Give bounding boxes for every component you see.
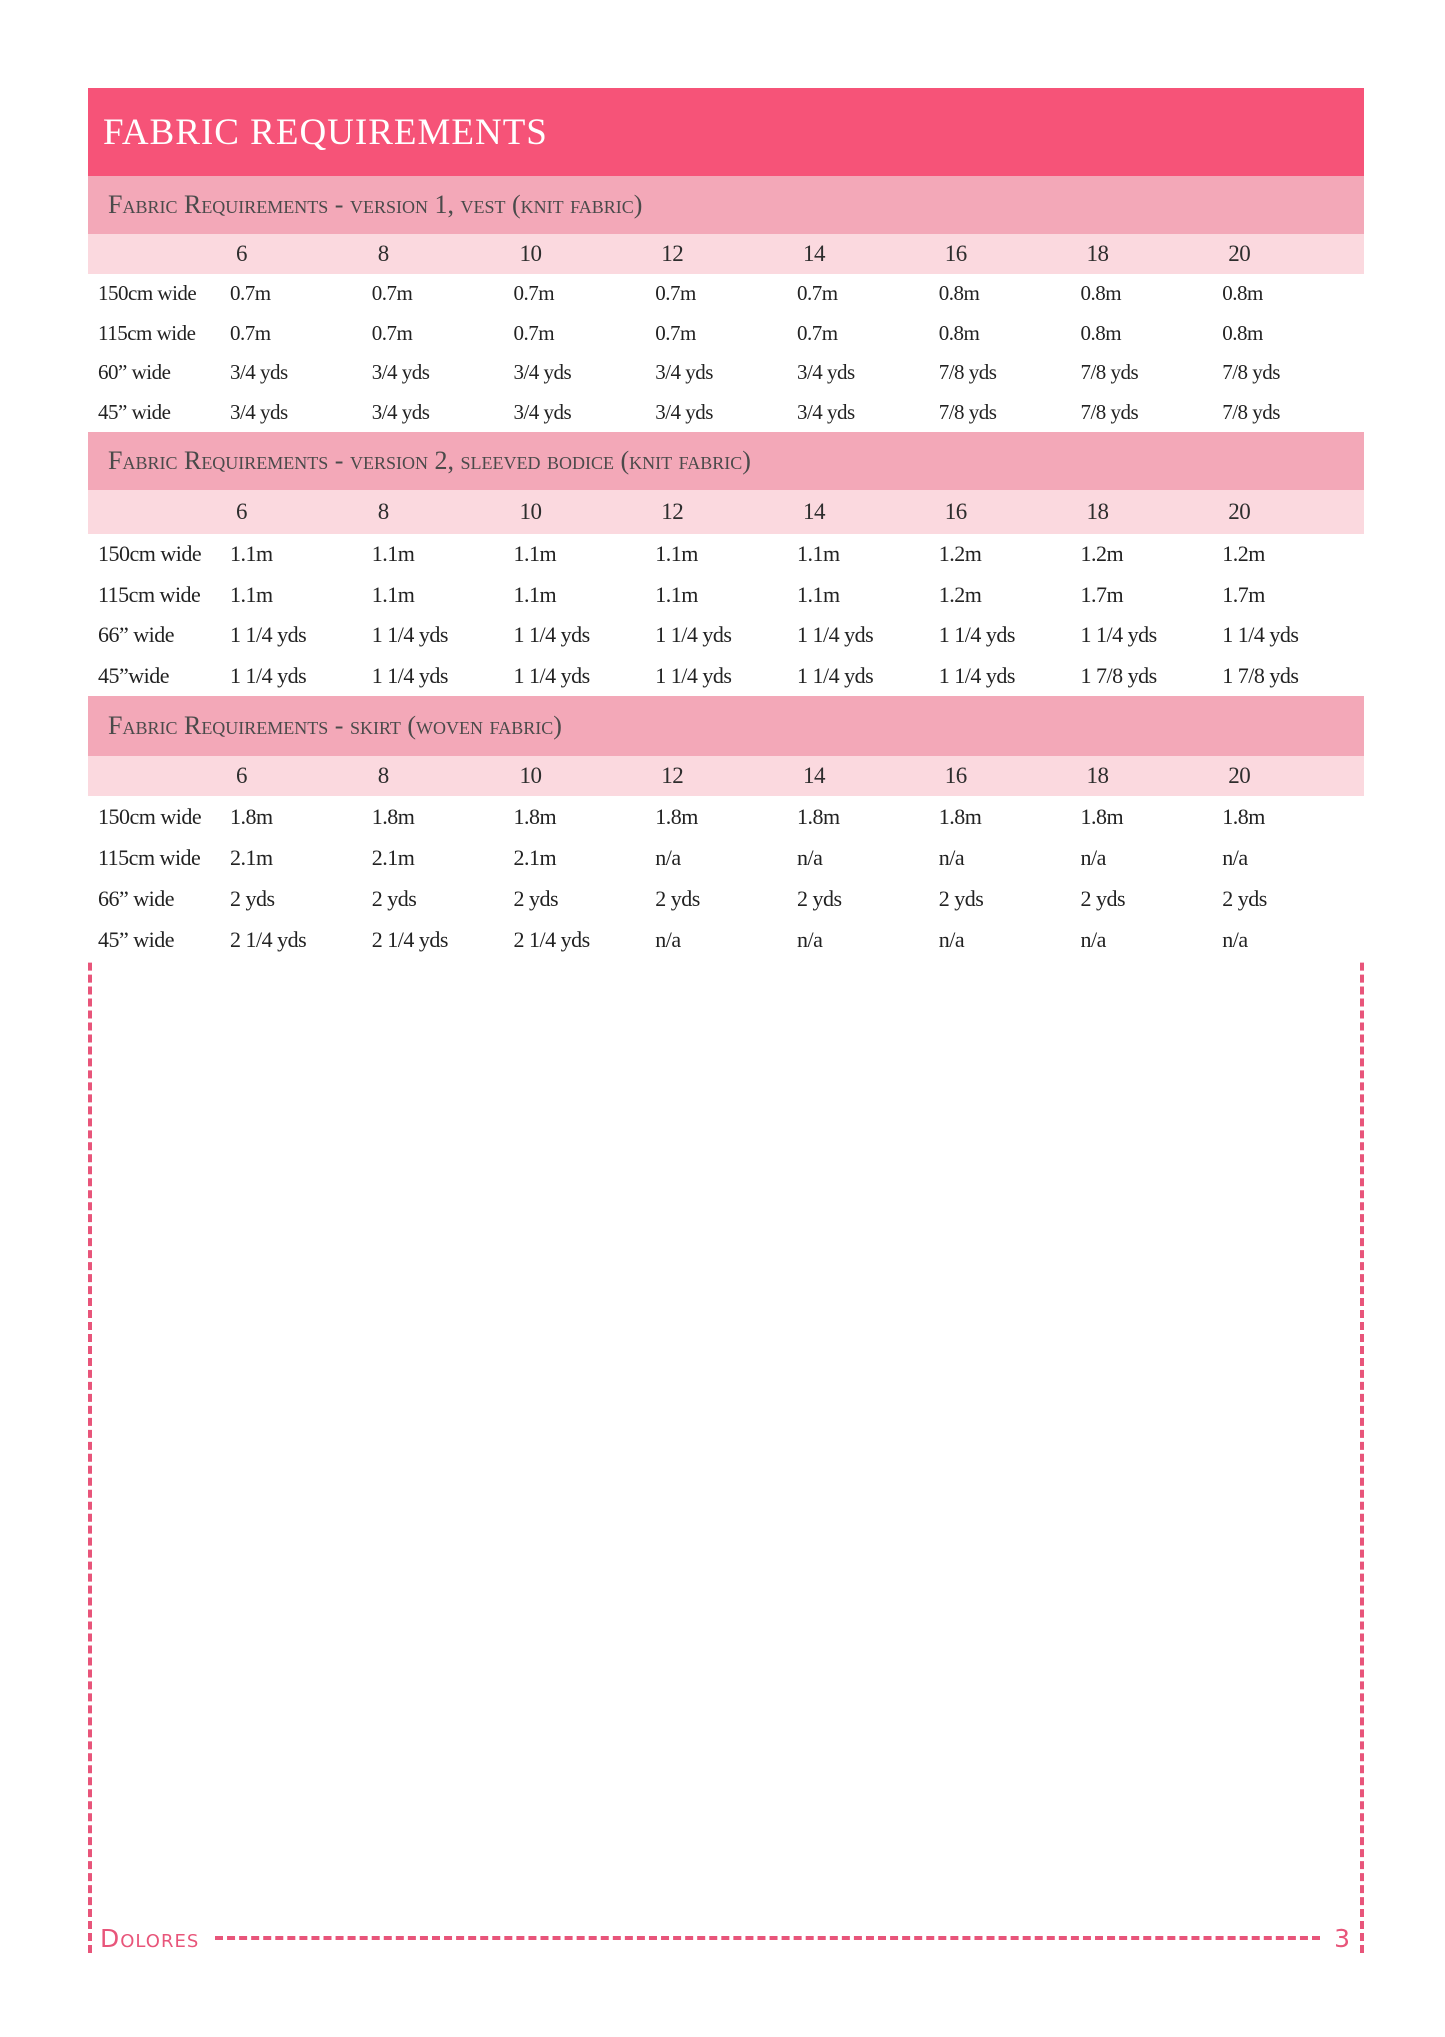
table-row — [88, 837, 1364, 878]
table-cell: 1.2m — [1222, 541, 1265, 567]
table-cell: 1.2m — [1080, 541, 1124, 567]
table-cell: 1 1/4 yds — [513, 622, 590, 648]
table-row — [88, 656, 1364, 697]
table-cell: 7/8 yds — [938, 360, 997, 385]
table-cell: 0.8m — [938, 320, 980, 345]
table-cell: 7/8 yds — [1080, 399, 1139, 424]
table-cell: 2 1/4 yds — [229, 926, 307, 952]
row-label: 45” wide — [98, 399, 171, 424]
size-header-cell: 16 — [944, 241, 967, 266]
table-cell: 1 1/4 yds — [938, 622, 1015, 648]
section-heading: Fabric Requirements - version 2, sleeved bodice (knit fabric) — [88, 432, 1364, 490]
size-header-cell: 16 — [944, 499, 967, 524]
table-cell: 3/4 yds — [371, 360, 430, 385]
table-cell: 1.8m — [229, 803, 273, 829]
page-frame — [88, 88, 1364, 1953]
table-cell: 0.8m — [1222, 281, 1263, 306]
row-label: 115cm wide — [98, 320, 196, 345]
size-header-cell: 6 — [235, 241, 247, 266]
table-cell: 1.2m — [938, 541, 982, 567]
table-row — [88, 796, 1364, 837]
size-header-cell: 20 — [1228, 499, 1251, 524]
table-cell: 1.7m — [1222, 581, 1265, 607]
size-header-cell: 10 — [519, 499, 542, 524]
row-label: 150cm wide — [98, 803, 202, 829]
table-cell: 0.7m — [796, 281, 838, 306]
table-cell: 1.1m — [229, 581, 273, 607]
table-cell: 2 yds — [655, 885, 700, 911]
page-title-bar — [88, 88, 1364, 176]
table-cell: 0.7m — [655, 281, 696, 306]
table-cell: 1.8m — [371, 803, 415, 829]
table-cell: 1.8m — [513, 803, 557, 829]
size-header-cell: 10 — [519, 241, 542, 266]
size-header-cell: 6 — [235, 499, 247, 524]
row-label: 45”wide — [98, 662, 170, 688]
table-cell: 2 yds — [1080, 885, 1126, 911]
table-cell: 1.1m — [513, 581, 557, 607]
table-cell: 2 yds — [513, 885, 559, 911]
table-row — [88, 534, 1364, 575]
section-heading: Fabric Requirements - skirt (woven fabric) — [88, 696, 1364, 756]
table-cell: 1.8m — [938, 803, 982, 829]
table-cell: 0.7m — [796, 320, 838, 345]
table-cell: 1 1/4 yds — [513, 662, 590, 688]
table-cell: 2.1m — [513, 844, 557, 870]
table-cell: 3/4 yds — [513, 399, 572, 424]
table-cell: 2 yds — [371, 885, 417, 911]
table-cell: 0.8m — [1080, 320, 1122, 345]
table-cell: n/a — [796, 926, 823, 952]
fabric-section — [88, 176, 1364, 432]
row-label: 66” wide — [98, 885, 175, 911]
footer-dashed-line — [215, 1936, 1320, 1940]
table-cell: 1.2m — [938, 581, 982, 607]
size-header-cell: 18 — [1086, 499, 1109, 524]
table-cell: n/a — [655, 926, 681, 952]
fabric-tables — [88, 176, 1364, 960]
size-header-cell: 12 — [661, 763, 684, 788]
table-cell: 0.7m — [513, 320, 555, 345]
footer — [100, 1918, 1350, 1958]
table-cell: 3/4 yds — [655, 399, 713, 424]
table-cell: 1 1/4 yds — [655, 622, 732, 648]
fabric-section — [88, 696, 1364, 960]
size-header-cell: 8 — [377, 499, 389, 524]
table-cell: 0.7m — [229, 281, 271, 306]
table-cell: 1.1m — [229, 541, 273, 567]
table-cell: 0.7m — [513, 281, 555, 306]
table-row — [88, 919, 1364, 960]
table-cell: 1.8m — [1080, 803, 1124, 829]
size-header-row — [88, 490, 1364, 534]
table-cell: 3/4 yds — [796, 399, 855, 424]
table-cell: 1 1/4 yds — [371, 622, 448, 648]
table-cell: 2 1/4 yds — [513, 926, 590, 952]
table-cell: 0.8m — [1080, 281, 1122, 306]
table-cell: 1.8m — [655, 803, 698, 829]
page-number: 3 — [1334, 1923, 1350, 1953]
table-cell: 1.1m — [796, 581, 840, 607]
table-cell: 1 1/4 yds — [1080, 622, 1157, 648]
size-header-cell: 14 — [802, 241, 825, 266]
table-cell: 1 1/4 yds — [938, 662, 1015, 688]
page-title: FABRIC REQUIREMENTS — [103, 111, 548, 153]
table-row — [88, 314, 1364, 354]
table-row — [88, 393, 1364, 433]
size-header-cell: 16 — [944, 763, 967, 788]
size-header-row — [88, 756, 1364, 796]
table-cell: 1 1/4 yds — [655, 662, 732, 688]
table-cell: n/a — [1080, 844, 1106, 870]
table-cell: 0.7m — [655, 320, 696, 345]
section-heading: Fabric Requirements - version 1, vest (knit fabric) — [88, 176, 1364, 234]
row-label: 60” wide — [98, 360, 171, 385]
size-header-cell: 18 — [1086, 241, 1109, 266]
table-cell: 1 1/4 yds — [371, 662, 448, 688]
table-cell: 1.1m — [796, 541, 840, 567]
table-row — [88, 274, 1364, 314]
table-cell: 1.7m — [1080, 581, 1124, 607]
table-cell: 3/4 yds — [229, 360, 288, 385]
table-cell: 3/4 yds — [229, 399, 288, 424]
table-cell: n/a — [938, 844, 965, 870]
table-cell: 1 1/4 yds — [1222, 622, 1299, 648]
table-cell: n/a — [938, 926, 965, 952]
table-row — [88, 878, 1364, 919]
table-row — [88, 353, 1364, 393]
row-label: 66” wide — [98, 622, 175, 648]
table-cell: 3/4 yds — [513, 360, 572, 385]
table-cell: 2 yds — [229, 885, 275, 911]
table-cell: 1 1/4 yds — [229, 622, 307, 648]
size-header-cell: 8 — [377, 241, 389, 266]
table-cell: 0.8m — [1222, 320, 1263, 345]
table-cell: 1.8m — [796, 803, 840, 829]
size-header-row — [88, 234, 1364, 274]
table-cell: 0.7m — [371, 320, 413, 345]
table-cell: 1 7/8 yds — [1222, 662, 1299, 688]
table-cell: n/a — [1080, 926, 1106, 952]
table-cell: 7/8 yds — [938, 399, 997, 424]
row-label: 150cm wide — [98, 541, 202, 567]
table-cell: 0.7m — [229, 320, 271, 345]
size-header-cell: 8 — [377, 763, 389, 788]
table-cell: 7/8 yds — [1222, 360, 1280, 385]
table-cell: 3/4 yds — [796, 360, 855, 385]
table-cell: 1.1m — [655, 541, 698, 567]
table-cell: 7/8 yds — [1080, 360, 1139, 385]
table-cell: n/a — [1222, 926, 1248, 952]
table-cell: 2 yds — [938, 885, 984, 911]
table-cell: 3/4 yds — [655, 360, 713, 385]
table-row — [88, 575, 1364, 616]
table-cell: n/a — [655, 844, 681, 870]
size-header-cell: 14 — [802, 499, 825, 524]
size-header-cell: 6 — [235, 763, 247, 788]
size-header-cell: 20 — [1228, 763, 1251, 788]
table-cell: n/a — [796, 844, 823, 870]
row-label: 150cm wide — [98, 281, 197, 306]
table-cell: 2 yds — [796, 885, 842, 911]
table-cell: 1 1/4 yds — [229, 662, 307, 688]
row-label: 45” wide — [98, 926, 175, 952]
size-header-cell: 12 — [661, 241, 684, 266]
table-cell: 3/4 yds — [371, 399, 430, 424]
table-cell: 2.1m — [371, 844, 415, 870]
table-cell: 2.1m — [229, 844, 273, 870]
size-header-cell: 18 — [1086, 763, 1109, 788]
table-cell: 0.8m — [938, 281, 980, 306]
row-label: 115cm wide — [98, 844, 201, 870]
table-cell: 1.8m — [1222, 803, 1265, 829]
table-cell: 2 1/4 yds — [371, 926, 448, 952]
table-cell: 1 1/4 yds — [796, 662, 874, 688]
size-header-cell: 12 — [661, 499, 684, 524]
footer-pattern-name: Dolores — [100, 1923, 200, 1953]
table-cell: 1.1m — [655, 581, 698, 607]
table-cell: 1 1/4 yds — [796, 622, 874, 648]
table-cell: 0.7m — [371, 281, 413, 306]
table-cell: 1.1m — [371, 541, 415, 567]
table-row — [88, 615, 1364, 656]
size-header-cell: 14 — [802, 763, 825, 788]
table-cell: 1 7/8 yds — [1080, 662, 1157, 688]
size-header-cell: 10 — [519, 763, 542, 788]
table-cell: n/a — [1222, 844, 1248, 870]
table-cell: 1.1m — [513, 541, 557, 567]
row-label: 115cm wide — [98, 581, 201, 607]
table-cell: 1.1m — [371, 581, 415, 607]
table-cell: 2 yds — [1222, 885, 1267, 911]
fabric-section — [88, 432, 1364, 696]
size-header-cell: 20 — [1228, 241, 1251, 266]
table-cell: 7/8 yds — [1222, 399, 1280, 424]
